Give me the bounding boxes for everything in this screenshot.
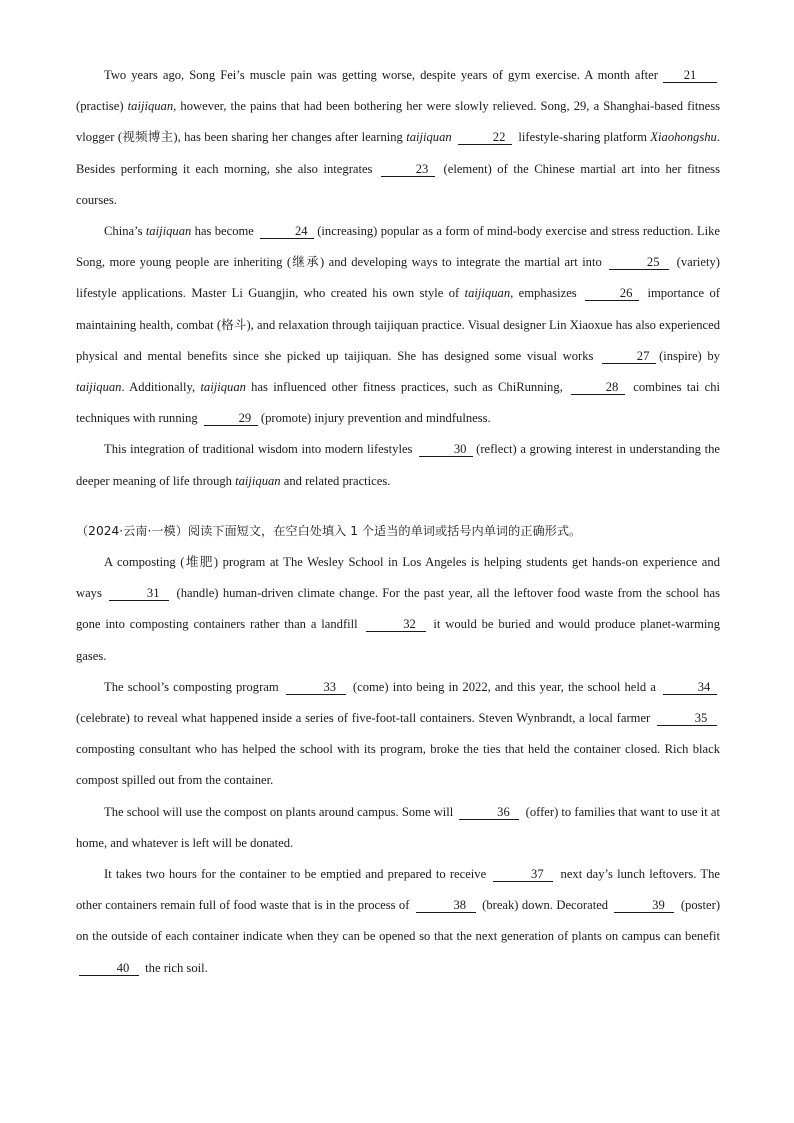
- text: , however, the pains that had been bothering her were slowly relieved. Song, 29, a Shanghai-based fitness vlogger (视频博主), has been sharing her changes after learning: [76, 99, 721, 145]
- text: (offer) to families that want to use it at home, and whatever is left will be donated.: [76, 804, 721, 850]
- blank-31[interactable]: 31: [109, 587, 169, 601]
- text: It takes two hours for the container to be emptied and prepared to receive: [104, 867, 487, 882]
- blank-36[interactable]: 36: [459, 806, 519, 820]
- term-taijiquan: taijiquan: [464, 286, 511, 301]
- text: (inspire) by: [659, 348, 720, 363]
- blank-34[interactable]: 34: [663, 681, 717, 695]
- text: it would be buried and would produce planet-warming gases.: [76, 617, 720, 663]
- blank-32[interactable]: 32: [366, 618, 426, 632]
- text: Two years ago, Song Fei’s muscle pain was getting worse, despite years of gym exercise. A month after: [104, 68, 658, 82]
- passage2-paragraph4: [76, 859, 720, 984]
- text: lifestyle-sharing platform: [518, 130, 647, 145]
- text: A composting (堆肥) program at The Wesley School in Los Angeles is helping students get hands-on experience and ways: [76, 555, 720, 601]
- text: (celebrate) to reveal what happened inside a series of five-foot-tall containers. Steven Wynbrandt, a local farmer: [76, 711, 651, 726]
- document-page: [76, 60, 720, 984]
- term-taijiquan: taijiquan: [200, 380, 246, 395]
- text: has become: [194, 224, 254, 239]
- text: . Additionally,: [121, 380, 196, 395]
- text: (poster) on the outside of each container indicate when they can be opened so that the next generation of plants on campus can benefit: [76, 898, 721, 944]
- blank-25[interactable]: 25: [609, 256, 669, 270]
- text: (increasing) popular as a form of mind-body exercise and stress reduction. Like Song, more young people are inheriting (继承) and developing ways to integrate the martial art into: [76, 224, 720, 270]
- blank-35[interactable]: 35: [657, 712, 717, 726]
- text: next day’s lunch leftovers. The other containers remain full of food waste that is in the process of: [76, 867, 720, 913]
- text: This integration of traditional wisdom into modern lifestyles: [104, 442, 413, 457]
- blank-26[interactable]: 26: [585, 287, 639, 301]
- blank-38[interactable]: 38: [416, 899, 476, 913]
- blank-24[interactable]: 24: [260, 225, 314, 239]
- blank-29[interactable]: 29: [204, 412, 258, 426]
- blank-28[interactable]: 28: [571, 381, 625, 395]
- text: . Besides performing it each morning, she also integrates: [76, 130, 720, 176]
- text: (handle) human-driven climate change. For the past year, all the leftover food waste from the school has gone into composting containers rather than a landfill: [76, 586, 721, 632]
- blank-21[interactable]: 21: [663, 69, 717, 83]
- term-taijiquan: taijiquan: [145, 224, 192, 239]
- passage2-paragraph1: [76, 547, 720, 672]
- passage1-paragraph1: [76, 60, 720, 216]
- term-xiaohongshu: Xiaohongshu: [650, 130, 717, 145]
- text: (practise): [76, 99, 124, 114]
- text: (promote) injury prevention and mindfulness.: [260, 411, 491, 426]
- text: and related practices.: [283, 473, 391, 488]
- text: , emphasizes: [510, 286, 577, 301]
- text: (break) down. Decorated: [482, 898, 609, 913]
- text: combines tai chi techniques with running: [76, 380, 720, 426]
- term-taijiquan: taijiquan: [406, 130, 452, 145]
- text: (come) into being in 2022, and this year, the school held a: [352, 679, 656, 694]
- blank-22[interactable]: 22: [458, 131, 512, 145]
- term-taijiquan: taijiquan: [76, 380, 122, 395]
- passage2-paragraph3: [76, 797, 720, 859]
- term-taijiquan: taijiquan: [127, 99, 174, 114]
- text: (element) of the Chinese martial art into her fitness courses.: [76, 161, 720, 207]
- text: the rich soil.: [145, 960, 208, 975]
- text: (variety) lifestyle applications. Master Li Guangjin, who created his own style of: [76, 255, 720, 301]
- passage1-paragraph3: [76, 434, 720, 496]
- blank-40[interactable]: 40: [79, 962, 139, 976]
- text: The school will use the compost on plants around campus. Some will: [104, 804, 454, 819]
- text: importance of maintaining health, combat (格斗), and relaxation through taijiquan practice. Visual designer Lin Xiaoxue has also experienced physical and mental benefits since she picked up taijiquan. She has designed some visual works: [76, 286, 721, 363]
- exercise-instructions: （2024·云南·一模）阅读下面短文，在空白处填入 1 个适当的单词或括号内单词的正确形式。: [76, 523, 582, 538]
- text: The school’s composting program: [104, 679, 279, 694]
- blank-39[interactable]: 39: [614, 899, 674, 913]
- passage1-paragraph2: [76, 216, 720, 434]
- text: (reflect) a growing interest in understanding the deeper meaning of life through: [76, 442, 720, 488]
- passage2-paragraph2: [76, 672, 720, 797]
- text: composting consultant who has helped the school with its program, broke the ties that held the container closed. Rich black compost spilled out from the container.: [76, 742, 720, 788]
- term-taijiquan: taijiquan: [235, 473, 281, 488]
- blank-30[interactable]: 30: [419, 443, 473, 457]
- blank-37[interactable]: 37: [493, 868, 553, 882]
- text: China’s: [104, 224, 143, 239]
- text: has influenced other fitness practices, such as ChiRunning,: [251, 380, 563, 395]
- blank-33[interactable]: 33: [286, 681, 346, 695]
- blank-27[interactable]: 27: [602, 350, 656, 364]
- blank-23[interactable]: 23: [381, 163, 435, 177]
